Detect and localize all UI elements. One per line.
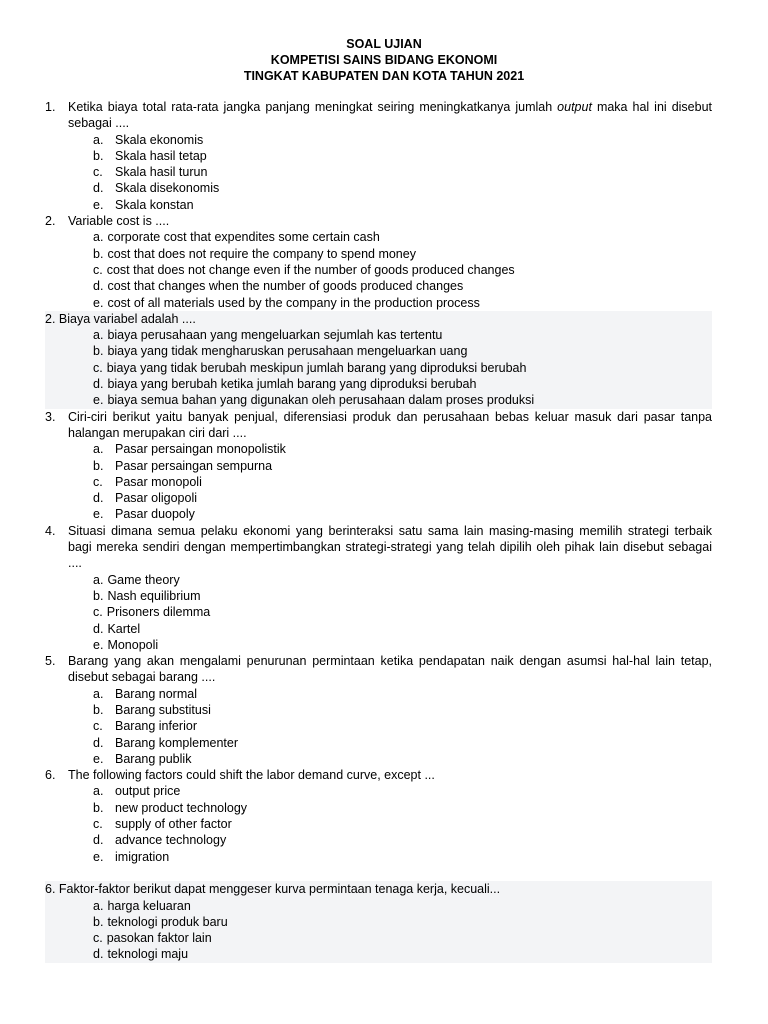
question-text: Variable cost is .... — [68, 214, 170, 229]
option-d: d. Skala disekonomis — [93, 181, 220, 196]
question-text: Ketika biaya total rata-rata jangka panjang meningkat seiring meningkatkanya jumlah output maka hal ini disebut sebagai .... — [68, 100, 713, 131]
question-4 — [45, 523, 712, 572]
question-number: 5. — [45, 654, 56, 669]
option-c: c. Pasar monopoli — [93, 474, 202, 489]
option-a: a. output price — [93, 784, 181, 799]
question-2 — [45, 213, 712, 229]
option-d: d. Kartel — [93, 621, 141, 636]
question-5 — [45, 653, 712, 686]
option-d: d. Pasar oligopoli — [93, 491, 197, 506]
question-5-options — [93, 686, 712, 767]
option-b: b. Nash equilibrium — [93, 588, 201, 603]
question-text: The following factors could shift the labor demand curve, except ... — [68, 768, 435, 783]
option-d: d. advance technology — [93, 833, 227, 848]
option-a: a. biaya perusahaan yang mengeluarkan sejumlah kas tertentu — [93, 328, 443, 343]
question-text: 6. Faktor-faktor berikut dapat menggeser kurva permintaan tenaga kerja, kecuali... — [45, 882, 501, 897]
option-b: b. Pasar persaingan sempurna — [93, 458, 273, 473]
question-1 — [45, 99, 712, 132]
question-2-options — [93, 229, 712, 310]
option-a: a. harga keluaran — [93, 898, 191, 913]
option-c: c. supply of other factor — [93, 817, 232, 832]
option-e: e. imigration — [93, 849, 170, 864]
question-6 — [45, 767, 712, 783]
option-c: c. cost that does not change even if the number of goods produced changes — [93, 262, 515, 277]
question-text: 2. Biaya variabel adalah .... — [45, 311, 196, 326]
question-number: 6. — [45, 768, 56, 783]
option-e: e. Pasar duopoly — [93, 507, 195, 522]
emphasized-word: output — [557, 100, 592, 114]
option-d: d. Barang komplementer — [93, 735, 238, 750]
blank-line — [45, 865, 712, 881]
question-number: 4. — [45, 523, 56, 538]
question-number: 3. — [45, 409, 56, 424]
option-c: c. Prisoners dilemma — [93, 605, 211, 620]
question-6-options — [93, 783, 712, 864]
question-3 — [45, 409, 712, 442]
option-a: a. Game theory — [93, 572, 180, 587]
option-a: a. corporate cost that expendites some certain cash — [93, 230, 380, 245]
question-number: 1. — [45, 100, 56, 114]
question-text: Barang yang akan mengalami penurunan permintaan ketika pendapatan naik dengan asumsi hal-hal lain tetap, disebut sebagai barang .... — [68, 654, 712, 685]
option-b: b. Skala hasil tetap — [93, 148, 207, 163]
option-a: a. Barang normal — [93, 686, 197, 701]
option-c: c. biaya yang tidak berubah meskipun jumlah barang yang diproduksi berubah — [93, 360, 527, 375]
question-3-options — [93, 441, 712, 522]
question-4-options — [93, 572, 712, 653]
header-competition: KOMPETISI SAINS BIDANG EKONOMI — [270, 53, 498, 67]
option-e: e. Monopoli — [93, 637, 159, 652]
question-number: 2. — [45, 214, 56, 229]
option-e: e. Skala konstan — [93, 197, 194, 212]
option-d: d. teknologi maju — [93, 947, 189, 962]
option-a: a. Pasar persaingan monopolistik — [93, 442, 286, 457]
option-c: c. Skala hasil turun — [93, 165, 208, 180]
option-e: e. cost of all materials used by the company in the production process — [93, 295, 480, 310]
question-text: Ciri-ciri berikut yaitu banyak penjual, diferensiasi produk dan perusahaan bebas keluar masuk dari pasar tanpa halangan merupakan ciri dari .... — [68, 409, 712, 440]
option-d: d. biaya yang berubah ketika jumlah barang yang diproduksi berubah — [93, 377, 477, 392]
header-title: SOAL UJIAN — [346, 37, 422, 51]
option-c: c. pasokan faktor lain — [93, 931, 212, 946]
document-header — [0, 36, 768, 84]
question-text: Situasi dimana semua pelaku ekonomi yang berinteraksi satu sama lain masing-masing memilih strategi terbaik bagi mereka sendiri dengan mempertimbangkan strategi-strategi yang telah dipilih oleh pihak lain disebut sebagai .... — [68, 523, 712, 571]
question-list — [45, 99, 712, 963]
question-6-translation — [45, 881, 712, 962]
option-a: a. Skala ekonomis — [93, 132, 204, 147]
option-d: d. cost that changes when the number of goods produced changes — [93, 279, 464, 294]
option-e: e. Barang publik — [93, 751, 192, 766]
question-2-translation — [45, 311, 712, 409]
header-level-year: TINGKAT KABUPATEN DAN KOTA TAHUN 2021 — [243, 69, 525, 83]
option-b: b. new product technology — [93, 800, 248, 815]
option-b: b. cost that does not require the company to spend money — [93, 246, 416, 261]
question-1-options — [93, 132, 712, 213]
option-b: b. teknologi produk baru — [93, 914, 228, 929]
option-e: e. biaya semua bahan yang digunakan oleh perusahaan dalam proses produksi — [93, 393, 535, 408]
option-b: b. Barang substitusi — [93, 702, 211, 717]
option-b: b. biaya yang tidak mengharuskan perusahaan mengeluarkan uang — [93, 344, 468, 359]
option-c: c. Barang inferior — [93, 719, 197, 734]
